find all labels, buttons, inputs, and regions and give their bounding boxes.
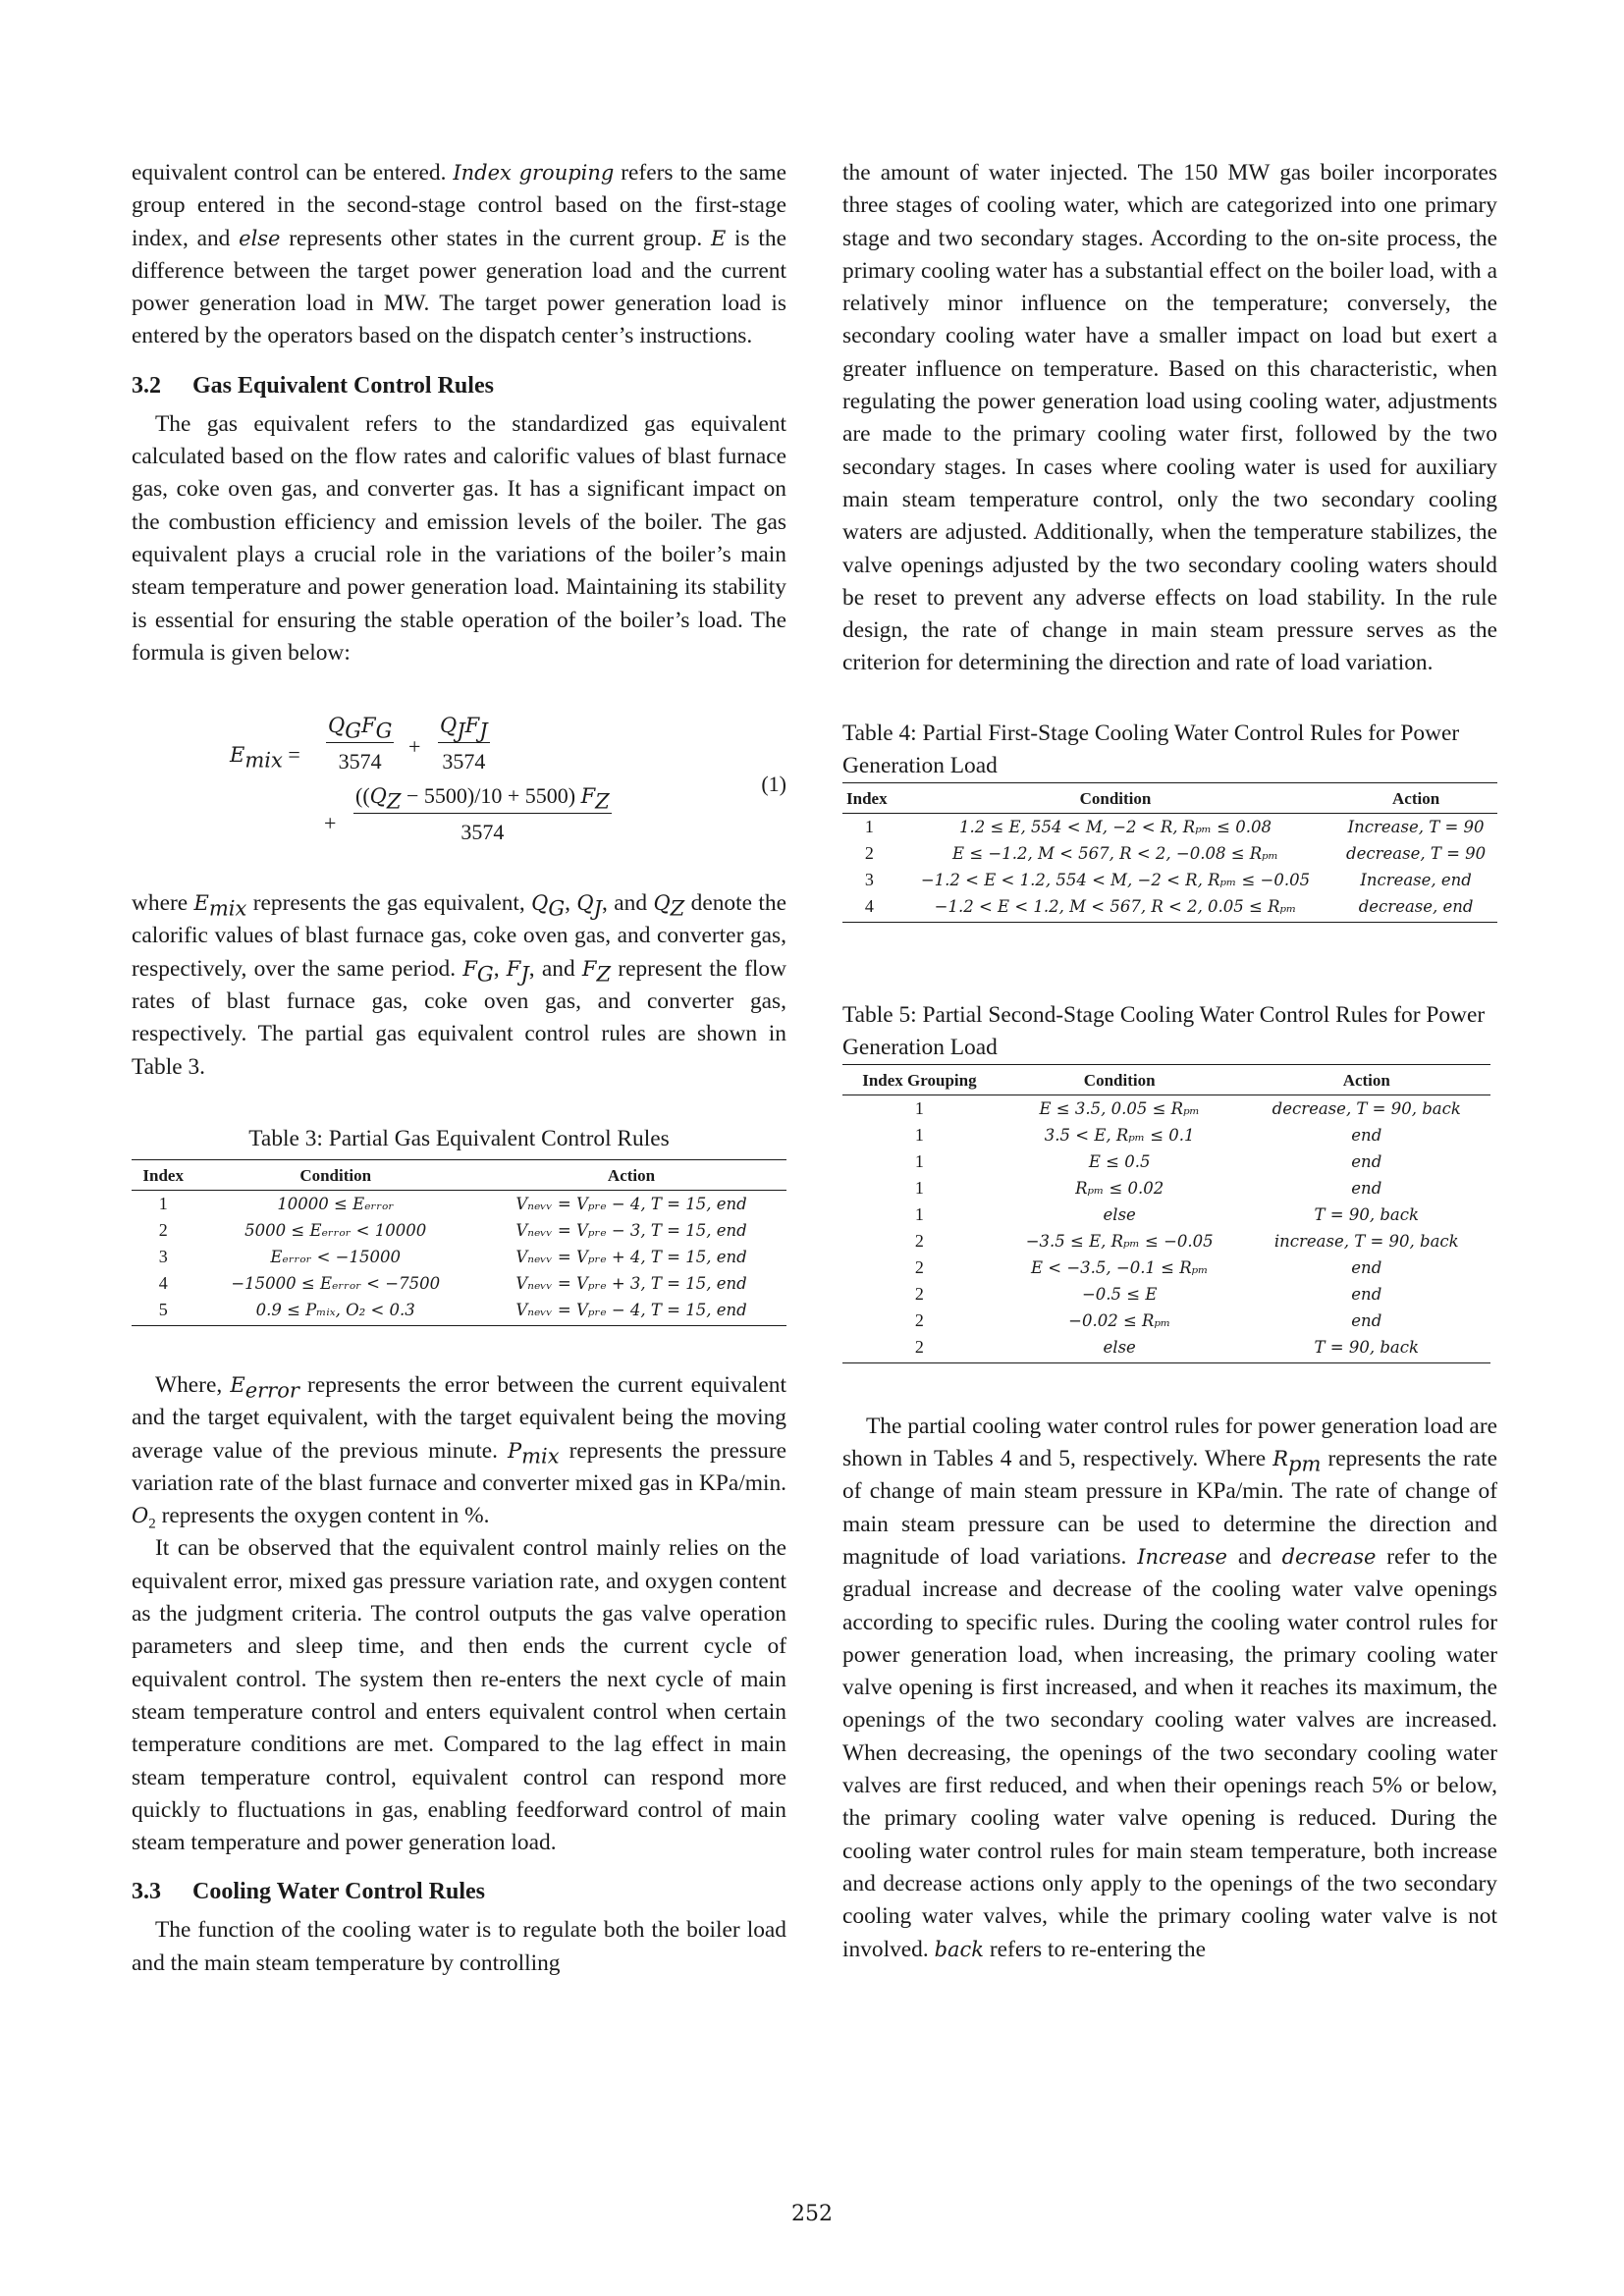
left-column [132,157,786,1980]
paragraph-cooling-water-intro: The function of the cooling water is to regulate both the boiler load and the main steam temperature by controlling [132,1917,786,1976]
table-row: 2 else T = 90, back [842,1334,1490,1363]
table-5-caption: Table 5: Partial Second-Stage Cooling Water Control Rules for Power Generation Load [842,1001,1486,1060]
table-row: 3 −1.2 < E < 1.2, 554 < M, −2 < R, Rₚₘ ≤ −0.05 Increase, end [864,869,1472,889]
table-4-caption: Table 4: Partial First-Stage Cooling Water Control Rules for Power Generation Load [842,720,1460,778]
paragraph-cooling-rules-explanation: The partial cooling water control rules for power generation load are shown in Tables 4 and 5, respectively. Where $R_{pm}$ represents the rate of change of main steam pressure in KPa/min. The rate of change of main steam pressure can be used to determine the direction and magnitude of load variations. Increase and decrease refer to the gradual increase and decrease of the cooling water valve openings according to specific rules. During the cooling water control rules for power generation load, when increasing, the primary cooling water valve opening is first increased, and when it reaches its maximum, the openings of the two secondary cooling water valves are increased. When decreasing, the openings of the two secondary cooling water valves are first reduced, and when their openings reach 5% or below, the primary cooling water valve opening is reduced. During the cooling water control rules for main steam temperature, both increase and decrease actions only apply to the openings of the two secondary cooling water valves, while the primary cooling water valve is not involved. back refers to re-entering the [842,1413,1498,1962]
table-row: 2 −3.5 ≤ E, Rₚₘ ≤ −0.05 increase, T = 90, back [914,1230,1459,1251]
table-row: 2 5000 ≤ Eₑᵣᵣₒᵣ < 10000 Vₙₑᵥᵥ = Vₚᵣₑ − 3, T = 15, end [158,1219,747,1240]
section-heading-3-3: 3.3 Cooling Water Control Rules [132,1879,486,1905]
table-5 [842,1064,1490,1363]
column-header: Action [1334,782,1497,813]
table-row: 2 E < −3.5, −0.1 ≤ Rₚₘ end [914,1256,1382,1277]
table-row: 2 E ≤ −1.2, M < 567, R < 2, −0.08 ≤ Rₚₘ decrease, T = 90 [864,842,1487,863]
table-row: 1 3.5 < E, Rₚₘ ≤ 0.1 end [914,1124,1382,1145]
right-column [842,157,1497,1966]
paragraph-equivalent-control-summary: It can be observed that the equivalent control mainly relies on the equivalent error, mixed gas pressure variation rate, and oxygen content as the judgment criteria. The control outputs the gas valve operation parameters and sleep time, and then ends the current cycle of equivalent control. The system then re-enters the next cycle of main steam temperature control and enters equivalent control when certain temperature conditions are met. Compared to the lag effect in main steam temperature control, equivalent control can respond more quickly to fluctuations in gas, enabling feedforward control of main steam temperature and power generation load. [132,1535,786,1856]
table-row: 2 −0.5 ≤ E end [914,1283,1382,1304]
column-header: Index [132,1159,194,1190]
table-3-caption: Table 3: Partial Gas Equivalent Control Rules [248,1125,670,1151]
table-row: 1 10000 ≤ Eₑᵣᵣₒᵣ Vₙₑᵥᵥ = Vₚᵣₑ − 4, T = 15, end [158,1193,747,1213]
column-header: Index Grouping [842,1064,997,1095]
table-3 [132,1159,786,1326]
table-row: 1 else T = 90, back [914,1203,1419,1224]
section-heading-3-2: 3.2 Gas Equivalent Control Rules [132,372,494,399]
equation-1: $E_{mix}$ = $Q_GF_G$ 3574 + $Q_JF_J$ 3574 + $\frac{((Q_Z - 5500)/10 + 5500) F_Z}{3574}$ (1) [132,709,786,876]
equation-term-2: $Q_JF_J$ 3574 [438,709,490,778]
column-header: Condition [194,1159,476,1190]
table-row: 2 −0.02 ≤ Rₚₘ end [914,1309,1382,1330]
column-header: Condition [997,1064,1243,1095]
equation-term-3: $\frac{((Q_Z - 5500)/10 + 5500) F_Z}{3574}$ [353,779,612,849]
table-row: 4 −15000 ≤ Eₑᵣᵣₒᵣ < −7500 Vₙₑᵥᵥ = Vₚᵣₑ + 3, T = 15, end [158,1272,747,1293]
equation-lhs: $E_{mix}$ = [230,742,300,773]
equation-number: (1) [761,772,786,797]
paragraph-equation-explanation: where $E_{mix}$ represents the gas equivalent, $Q_G$, $Q_J$, and $Q_Z$ denote the calorific values of blast furnace gas, coke oven gas, and converter gas, respectively, over the same period. $F_G$, $F_J$, and $F_Z$ represent the flow rates of blast furnace gas, coke oven gas, and converter gas, respectively. The partial gas equivalent control rules are shown in Table 3. [132,890,786,1080]
table-row: 5 0.9 ≤ Pₘᵢₓ, O₂ < 0.3 Vₙₑᵥᵥ = Vₚᵣₑ − 4, T = 15, end [132,1297,786,1326]
paragraph-error-definition: Where, $E_{error}$ represents the error between the current equivalent and the target equivalent, with the target equivalent being the moving average value of the previous minute. $P_{mix}$ represents the pressure variation rate of the blast furnace and converter mixed gas in KPa/min. $O_2$ represents the oxygen content in %. [132,1371,786,1532]
paragraph-gas-equivalent: The gas equivalent refers to the standardized gas equivalent calculated based on the flow rates and calorific values of blast furnace gas, coke oven gas, and converter gas. It has a significant impact on the combustion efficiency and emission levels of the boiler. The gas equivalent plays a crucial role in the variations of the boiler’s main steam temperature and power generation load. Maintaining its stability is essential for ensuring the stable operation of the boiler’s load. The formula is given below: [132,410,786,666]
table-row: 4 −1.2 < E < 1.2, M < 567, R < 2, 0.05 ≤ Rₚₘ decrease, end [842,893,1497,923]
table-4 [842,782,1497,923]
table-row: 1 Rₚₘ ≤ 0.02 end [914,1177,1382,1198]
column-header: Condition [896,782,1334,813]
column-header: Action [1243,1064,1490,1095]
column-header: Index [842,782,896,813]
table-row: 1 1.2 ≤ E, 554 < M, −2 < R, Rₚₘ ≤ 0.08 Increase, T = 90 [864,816,1485,836]
column-header: Action [476,1159,786,1190]
table-row: 3 Eₑᵣᵣₒᵣ < −15000 Vₙₑᵥᵥ = Vₚᵣₑ + 4, T = 15, end [158,1246,747,1266]
equation-term-1: $Q_GF_G$ 3574 [326,709,394,778]
table-row: 1 E ≤ 3.5, 0.05 ≤ Rₚₘ decrease, T = 90, back [914,1097,1461,1118]
paragraph-cooling-water-stages: the amount of water injected. The 150 MW gas boiler incorporates three stages of cooling water, which are categorized into one primary stage and two secondary stages. According to the on-site process, the primary cooling water has a substantial effect on the boiler load, with a relatively minor influence on the temperature; conversely, the secondary cooling water have a smaller impact on load but exert a greater influence on temperature. Based on this characteristic, when regulating the power generation load using cooling water, adjustments are made to the primary cooling water first, followed by the two secondary stages. In cases where cooling water is used for auxiliary main steam temperature control, only the two secondary cooling waters are adjusted. Additionally, when the temperature stabilizes, the valve openings adjusted by the two secondary cooling waters should be reset to prevent any adverse effects on load stability. In the rule design, the rate of change in main steam pressure serves as the criterion for determining the direction and rate of load variation. [842,160,1497,676]
page-number: 252 [791,2202,833,2226]
table-row: 1 E ≤ 0.5 end [914,1150,1382,1171]
paragraph-intro: equivalent control can be entered. Index grouping refers to the same group entered in the second-stage control based on the first-stage index, and else represents other states in the current group. E is the difference between the target power generation load and the current power generation load in MW. The target power generation load is entered by the operators based on the dispatch center’s instructions. [132,160,787,349]
